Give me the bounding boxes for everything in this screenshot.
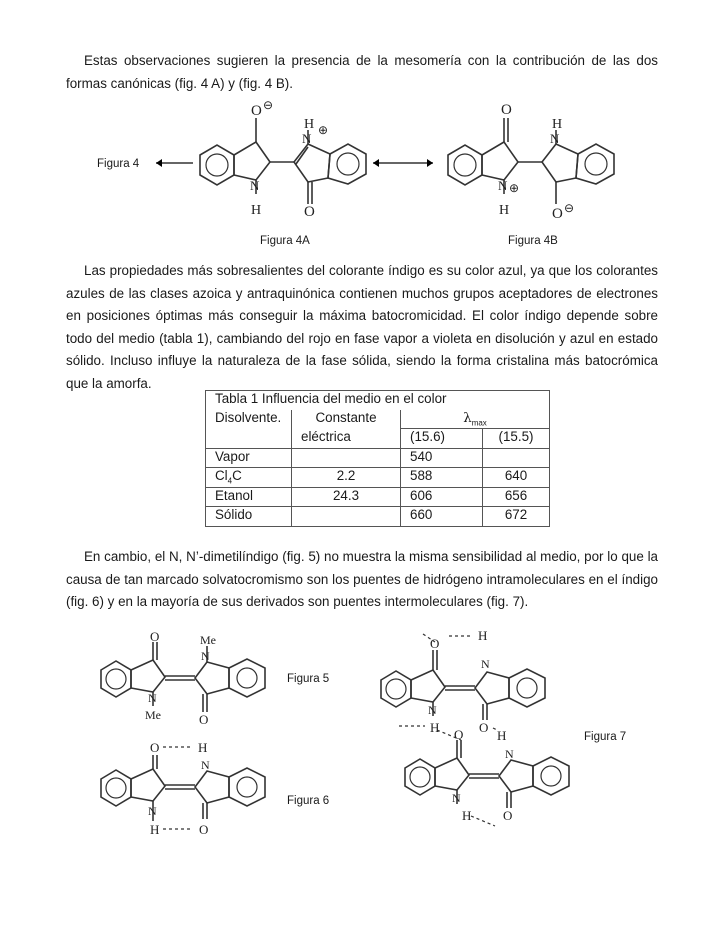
svg-text:H: H (251, 203, 262, 218)
svg-text:N: N (498, 178, 508, 193)
svg-text:H: H (478, 628, 488, 643)
cell-solvent: Vapor (206, 448, 292, 468)
paragraph-1: Estas observaciones sugieren la presencia de la mesomería con la contribución de las dos formas canónicas (fig. 4 A) y (fig. 4 B). (66, 53, 658, 91)
svg-text:N: N (550, 131, 560, 146)
svg-text:N: N (250, 178, 260, 193)
header-sub-a: (15.6) (401, 429, 483, 449)
svg-text:O: O (199, 822, 209, 837)
svg-text:H: H (430, 720, 440, 735)
figure-4b-structure (438, 100, 628, 225)
svg-text:Me: Me (145, 708, 161, 722)
svg-text:N: N (452, 791, 461, 805)
paragraph-2: Las propiedades más sobresalientes del colorante índigo es su color azul, ya que los colorantes azules de las clases azoica y antraquinónica contienen muchos grupos aceptadores de electrones en posiciones óptimas más conseguir la máxima batocromicidad. El color índigo depende sobre todo del medio (tabla 1), cambiando del rojo en fase vapor a violeta en disolución y azul en estado sólido. Incluso influye la naturaleza de la fase sólida, siendo la forma cristalina más batocrómica que la amorfa. (66, 263, 658, 391)
svg-text:O: O (304, 204, 315, 220)
svg-text:O: O (503, 808, 513, 823)
header-sub-b: (15.5) (483, 429, 550, 449)
svg-text:O: O (552, 206, 563, 222)
figure-7-label: Figura 7 (584, 731, 627, 743)
atom-o: O (251, 103, 262, 119)
svg-text:O: O (479, 720, 489, 735)
svg-text:H: H (552, 117, 563, 132)
figure-4a-caption: Figura 4A (260, 235, 310, 247)
svg-text:O: O (199, 712, 209, 727)
svg-text:H: H (150, 822, 160, 837)
figure-7-structure (375, 628, 635, 828)
svg-text:⊕: ⊕ (318, 123, 329, 137)
svg-text:⊖: ⊖ (263, 98, 274, 112)
paragraph-3: En cambio, el N, N’-dimetilíndigo (fig. 5) no muestra la misma sensibilidad al medio, por lo que la causa de tan marcado solvatocromismo son los puentes de hidrógeno intramoleculares en el índigo (fig. 6) y en la mayoría de sus derivados son puentes intermoleculares (fig. 7). (66, 549, 658, 609)
table-1: Tabla 1 Influencia del medio en el color Disolvente. Constante $\lambda_{max}$ eléctrica (15.6) (15.5) Vapor 540 $Cl_4C$ 2.2 588 640 Etanol 24.3 606 656 Sólido 660 672 (205, 390, 550, 527)
header-constant: Constante (292, 410, 401, 429)
svg-text:N: N (428, 703, 437, 717)
svg-text:N: N (481, 657, 490, 671)
table-title: Tabla 1 Influencia del medio en el color (206, 391, 550, 410)
header-solvent: Disolvente. (206, 410, 292, 429)
svg-text:Me: Me (200, 633, 216, 647)
svg-text:H: H (497, 728, 507, 743)
header-lambda: $\lambda_{max}$ (401, 410, 550, 429)
svg-text:⊖: ⊖ (564, 201, 575, 215)
figure-4a-structure (190, 100, 380, 220)
svg-text:H: H (499, 203, 510, 218)
svg-text:N: N (302, 131, 312, 146)
header-constant-2: eléctrica (292, 429, 401, 449)
figure-4b-caption: Figura 4B (508, 235, 558, 247)
svg-text:H: H (198, 740, 208, 755)
svg-text:H: H (304, 117, 315, 132)
figure-5-structure (95, 630, 295, 730)
cell-solvent-cl4c: $Cl_4C$ (206, 468, 292, 488)
svg-text:O: O (430, 636, 440, 651)
svg-text:O: O (454, 727, 464, 742)
figure-5-label: Figura 5 (287, 673, 330, 685)
svg-text:N: N (201, 758, 210, 772)
svg-text:O: O (150, 629, 160, 644)
figure-6-structure (95, 740, 295, 845)
svg-text:N: N (148, 804, 157, 818)
svg-text:N: N (201, 649, 210, 663)
svg-text:O: O (150, 740, 160, 755)
figure-6-label: Figura 6 (287, 795, 330, 807)
svg-text:O: O (501, 102, 512, 118)
svg-text:⊕: ⊕ (509, 181, 520, 195)
figure-4-label: Figura 4 (97, 158, 140, 170)
svg-text:N: N (148, 691, 157, 705)
svg-text:H: H (462, 808, 472, 823)
svg-text:N: N (505, 747, 514, 761)
